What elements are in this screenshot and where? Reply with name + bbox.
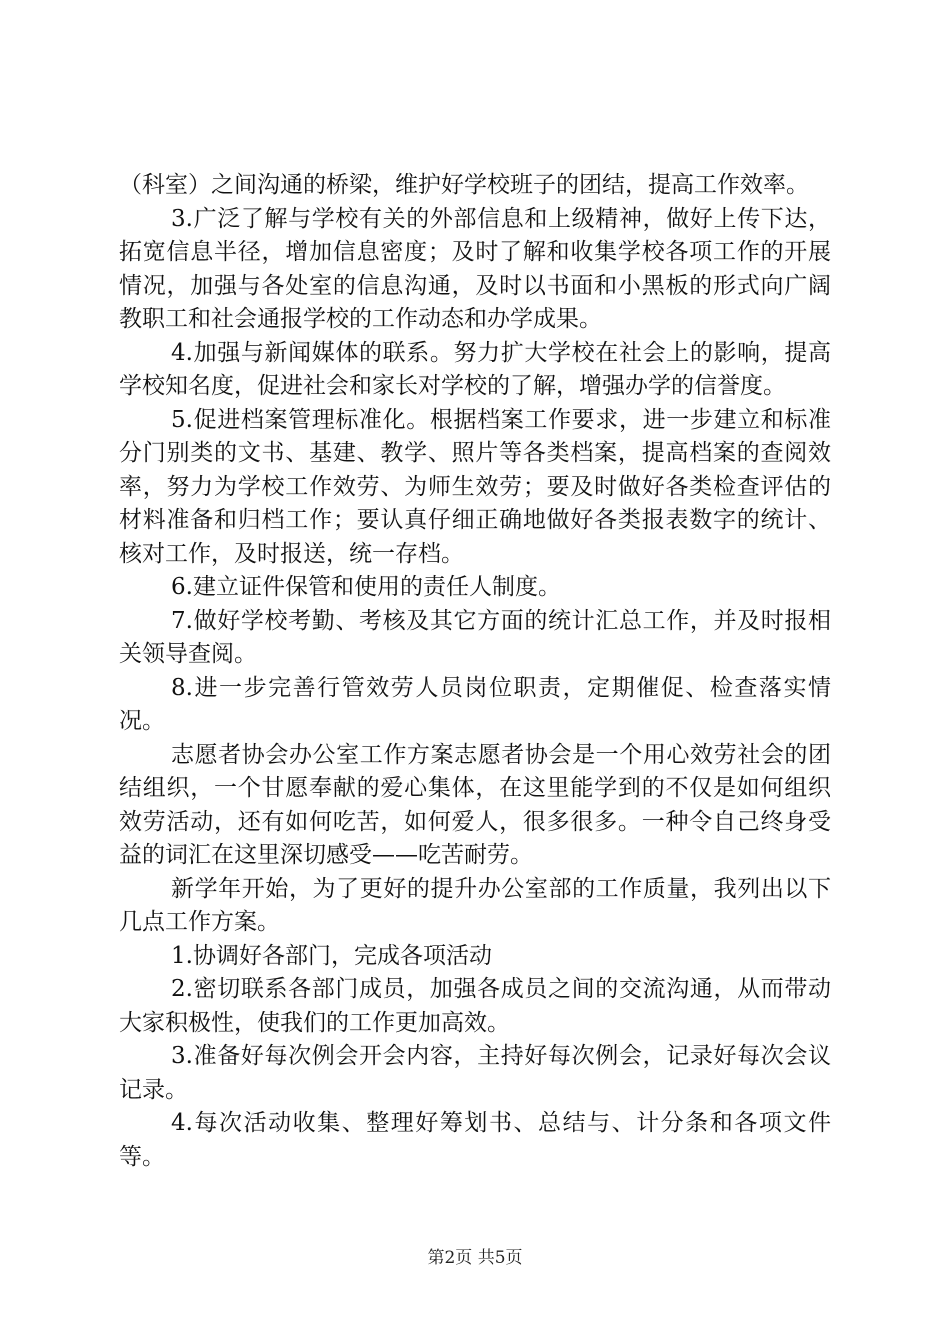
paragraph-item-5: 5.促进档案管理标准化。根据档案工作要求，进一步建立和标准分门别类的文书、基建、教学、照片等各类档案，提高档案的查阅效率，努力为学校工作效劳、为师生效劳；要及时做好各类检查评估的材料准备和归档工作；要认真仔细正确地做好各类报表数字的统计、核对工作，及时报送，统一存档。 xyxy=(119,406,831,567)
paragraph-continuation: （科室）之间沟通的桥梁，维护好学校班子的团结，提高工作效率。 xyxy=(119,172,809,198)
page-footer xyxy=(0,1243,950,1268)
paragraph-plan-item-3: 3.准备好每次例会开会内容，主持好每次例会，记录好每次会议记录。 xyxy=(119,1043,831,1103)
paragraph-item-3: 3.广泛了解与学校有关的外部信息和上级精神，做好上传下达，拓宽信息半径，增加信息密度；及时了解和收集学校各项工作的开展情况，加强与各处室的信息沟通，及时以书面和小黑板的形式向广阔教职工和社会通报学校的工作动态和办学成果。 xyxy=(119,205,831,332)
paragraph-plan-item-4: 4.每次活动收集、整理好筹划书、总结与、计分条和各项文件等。 xyxy=(119,1110,831,1170)
document-body xyxy=(119,169,831,1174)
paragraph-plan-item-2: 2.密切联系各部门成员，加强各成员之间的交流沟通，从而带动大家积极性，使我们的工作更加高效。 xyxy=(119,976,831,1036)
paragraph-item-6: 6.建立证件保管和使用的责任人制度。 xyxy=(171,574,561,600)
paragraph-item-8: 8.进一步完善行管效劳人员岗位职责，定期催促、检查落实情况。 xyxy=(119,674,831,734)
paragraph-plan-item-1: 1.协调好各部门，完成各项活动 xyxy=(171,942,492,969)
paragraph-volunteer-intro: 志愿者协会办公室工作方案志愿者协会是一个用心效劳社会的团结组织，一个甘愿奉献的爱心集体，在这里能学到的不仅是如何组织效劳活动，还有如何吃苦，如何爱人，很多很多。一种令自己终身受益的词汇在这里深切感受——吃苦耐劳。 xyxy=(119,741,831,868)
paragraph-item-7: 7.做好学校考勤、考核及其它方面的统计汇总工作，并及时报相关领导查阅。 xyxy=(119,607,831,667)
page-number: 第2页 共5页 xyxy=(427,1248,523,1268)
paragraph-new-year-plan: 新学年开始，为了更好的提升办公室部的工作质量，我列出以下几点工作方案。 xyxy=(119,875,831,935)
paragraph-item-4: 4.加强与新闻媒体的联系。努力扩大学校在社会上的影响，提高学校知名度，促进社会和家长对学校的了解，增强办学的信誉度。 xyxy=(119,339,831,399)
